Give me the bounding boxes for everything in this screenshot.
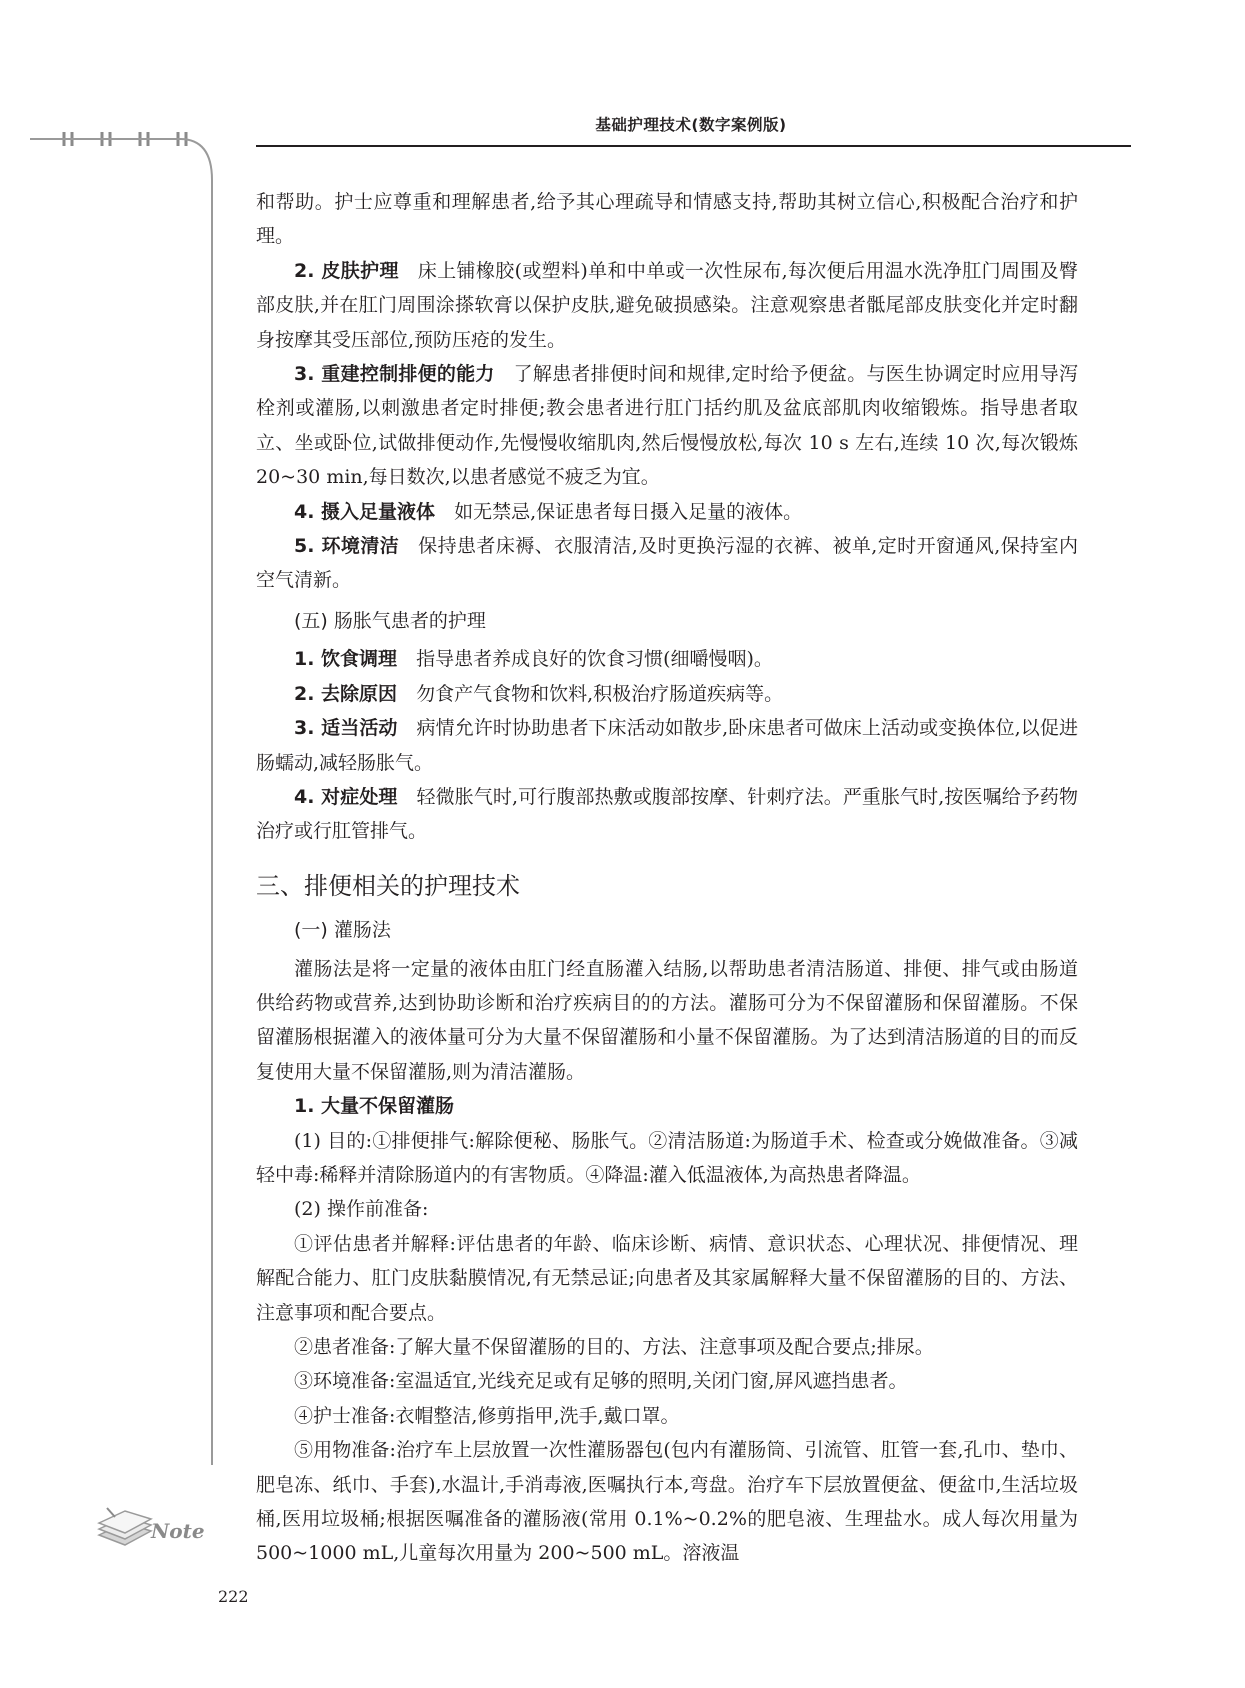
item-label: 3. 适当活动	[294, 717, 398, 740]
numbered-item	[256, 357, 1078, 495]
numbered-item	[256, 677, 1078, 711]
paragraph: 灌肠法是将一定量的液体由肛门经直肠灌入结肠,以帮助患者清洁肠道、排便、排气或由肠道供给药物或营养,达到协助诊断和治疗疾病目的的方法。灌肠可分为不保留灌肠和保留灌肠。不保留灌肠根据灌入的液体量可分为大量不保留灌肠和小量不保留灌肠。为了达到清洁肠道的目的而反复使用大量不保留灌肠,则为清洁灌肠。	[256, 957, 1078, 1083]
paragraph: (1) 目的:①排便排气:解除便秘、肠胀气。②清洁肠道:为肠道手术、检查或分娩做准备。③减轻中毒:稀释并清除肠道内的有害物质。④降温:灌入低温液体,为高热患者降温。	[256, 1129, 1078, 1186]
paragraph: ④护士准备:衣帽整洁,修剪指甲,洗手,戴口罩。	[294, 1404, 680, 1427]
item-text: 轻微胀气时,可行腹部热敷或腹部按摩、针刺疗法。严重胀气时,按医嘱给予药物治疗或行肛管排气。	[256, 785, 1078, 843]
item-text: 床上铺橡胶(或塑料)单和中单或一次性尿布,每次便后用温水洗净肛门周围及臀部皮肤,并在肛门周围涂搽软膏以保护皮肤,避免破损感染。注意观察患者骶尾部皮肤变化并定时翻身按摩其受压部位,预防压疮的发生。	[256, 259, 1078, 351]
running-header-title: 基础护理技术(数字案例版)	[595, 116, 787, 134]
item-text: 如无禁忌,保证患者每日摄入足量的液体。	[454, 500, 803, 523]
item-label: 4. 摄入足量液体	[294, 500, 436, 523]
page-corner-ornament	[0, 130, 220, 1470]
item-text: 保持患者床褥、衣服清洁,及时更换污湿的衣裤、被单,定时开窗通风,保持室内空气清新。	[256, 535, 1078, 592]
paragraph: ③环境准备:室温适宜,光线充足或有足够的照明,关闭门窗,屏风遮挡患者。	[294, 1370, 908, 1393]
section-heading: 三、排便相关的护理技术	[256, 871, 520, 900]
numbered-item	[256, 495, 1078, 529]
subsection-heading: (一) 灌肠法	[294, 919, 391, 942]
item-label: 2. 皮肤护理	[294, 259, 399, 282]
item-label: 4. 对症处理	[294, 785, 398, 808]
item-text: 了解患者排便时间和规律,定时给予便盆。与医生协调定时应用导泻栓剂或灌肠,以刺激患者定时排便;教会患者进行肛门括约肌及盆底部肌肉收缩锻炼。指导患者取立、坐或卧位,试做排便动作,先慢慢收缩肌肉,然后慢慢放松,每次 10 s 左右,连续 10 次,每次锻炼 20~30 min,每日数次,以患者感觉不疲乏为宜。	[256, 363, 1078, 489]
item-text: 病情允许时协助患者下床活动如散步,卧床患者可做床上活动或变换体位,以促进肠蠕动,减轻肠胀气。	[256, 717, 1078, 774]
bold-heading: 1. 大量不保留灌肠	[294, 1095, 455, 1118]
paragraph: ⑤用物准备:治疗车上层放置一次性灌肠器包(包内有灌肠筒、引流管、肛管一套,孔巾、垫巾、肥皂冻、纸巾、手套),水温计,手消毒液,医嘱执行本,弯盘。治疗车下层放置便盆、便盆巾,生活垃圾桶,医用垃圾桶;根据医嘱准备的灌肠液(常用 0.1%~0.2%的肥皂液、生理盐水。成人每次用量为 500~1000 mL,儿童每次用量为 200~500 mL。溶液温	[256, 1439, 1078, 1565]
numbered-item	[256, 254, 1078, 357]
item-label: 3. 重建控制排便的能力	[294, 363, 495, 386]
numbered-item	[256, 529, 1078, 598]
page-body	[256, 185, 1078, 1571]
item-text: 指导患者养成良好的饮食习惯(细嚼慢咽)。	[416, 648, 773, 671]
note-logo	[95, 1505, 205, 1554]
subsection-heading: (五) 肠胀气患者的护理	[294, 609, 486, 632]
item-label: 1. 饮食调理	[294, 648, 398, 671]
paragraph: ①评估患者并解释:评估患者的年龄、临床诊断、病情、意识状态、心理状况、排便情况、理解配合能力、肛门皮肤黏膜情况,有无禁忌证;向患者及其家属解释大量不保留灌肠的目的、方法、注意事项和配合要点。	[256, 1232, 1078, 1324]
numbered-item	[256, 642, 1078, 676]
numbered-item	[256, 780, 1078, 849]
book-icon	[95, 1505, 155, 1550]
header-rule	[256, 145, 1131, 147]
item-label: 5. 环境清洁	[294, 535, 400, 558]
paragraph: 和帮助。护士应尊重和理解患者,给予其心理疏导和情感支持,帮助其树立信心,积极配合治疗和护理。	[256, 191, 1078, 248]
paragraph: (2) 操作前准备:	[294, 1198, 429, 1221]
numbered-item	[256, 711, 1078, 780]
note-label: Note	[151, 1519, 205, 1543]
paragraph: ②患者准备:了解大量不保留灌肠的目的、方法、注意事项及配合要点;排尿。	[294, 1336, 934, 1358]
item-text: 勿食产气食物和饮料,积极治疗肠道疾病等。	[416, 682, 784, 705]
page-number: 222	[218, 1587, 249, 1606]
item-label: 2. 去除原因	[294, 682, 398, 705]
